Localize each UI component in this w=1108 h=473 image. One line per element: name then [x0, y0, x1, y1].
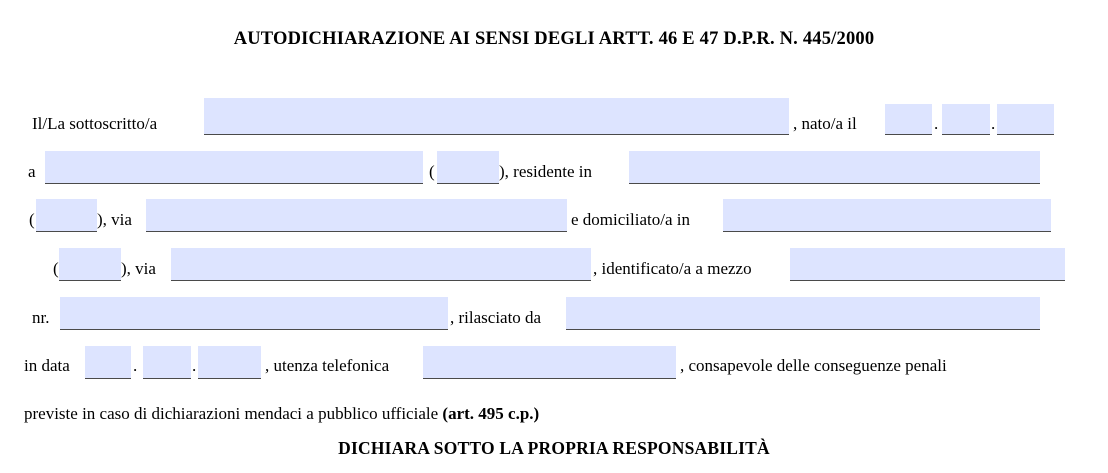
label-nr: nr. — [32, 308, 50, 327]
field-numero-documento[interactable] — [60, 297, 448, 330]
field-utenza-telefonica[interactable] — [423, 346, 676, 379]
field-residenza[interactable] — [629, 151, 1040, 184]
field-provincia-domicilio[interactable] — [59, 248, 121, 281]
label-nato-il: , nato/a il — [793, 114, 857, 133]
field-nascita-anno[interactable] — [997, 104, 1054, 135]
field-luogo-nascita[interactable] — [45, 151, 423, 184]
label-art-495: (art. 495 c.p.) — [442, 404, 540, 423]
statement-text — [24, 404, 539, 424]
label-dot: . — [192, 356, 197, 375]
field-via-domicilio[interactable] — [171, 248, 591, 281]
label-open-paren: ( — [29, 210, 35, 229]
field-rilascio-mese[interactable] — [143, 346, 191, 379]
label-identificato: , identificato/a a mezzo — [593, 259, 752, 278]
label-open-paren: ( — [53, 259, 59, 278]
label-via: ), via — [97, 210, 132, 229]
label-sottoscritto: Il/La sottoscritto/a — [32, 114, 158, 133]
label-consapevole: , consapevole delle conseguenze penali — [680, 356, 947, 375]
field-via-residenza[interactable] — [146, 199, 567, 232]
label-utenza: , utenza telefonica — [265, 356, 390, 375]
label-domiciliato-in: e domiciliato/a in — [571, 210, 690, 229]
label-in-data: in data — [24, 356, 70, 375]
field-nascita-mese[interactable] — [942, 104, 990, 135]
label-open-paren: ( — [429, 162, 435, 181]
label-dot: . — [991, 114, 996, 133]
field-documento[interactable] — [790, 248, 1065, 281]
field-domicilio[interactable] — [723, 199, 1051, 232]
label-a: a — [28, 162, 36, 181]
label-dot: . — [133, 356, 138, 375]
label-rilasciato-da: , rilasciato da — [450, 308, 542, 327]
label-previste: previste in caso di dichiarazioni mendaci a pubblico ufficiale — [24, 404, 439, 423]
field-provincia-residenza[interactable] — [36, 199, 97, 232]
document-subtitle: DICHIARA SOTTO LA PROPRIA RESPONSABILITÀ — [338, 438, 770, 458]
label-residente-in: ), residente in — [499, 162, 592, 181]
field-rilasciato-da[interactable] — [566, 297, 1040, 330]
field-rilascio-giorno[interactable] — [85, 346, 131, 379]
field-nome[interactable] — [204, 98, 789, 135]
label-dot: . — [934, 114, 939, 133]
field-provincia-nascita[interactable] — [437, 151, 499, 184]
field-rilascio-anno[interactable] — [198, 346, 261, 379]
field-nascita-giorno[interactable] — [885, 104, 932, 135]
document-title: AUTODICHIARAZIONE AI SENSI DEGLI ARTT. 46 E 47 D.P.R. N. 445/2000 — [233, 29, 875, 49]
label-via: ), via — [121, 259, 156, 278]
